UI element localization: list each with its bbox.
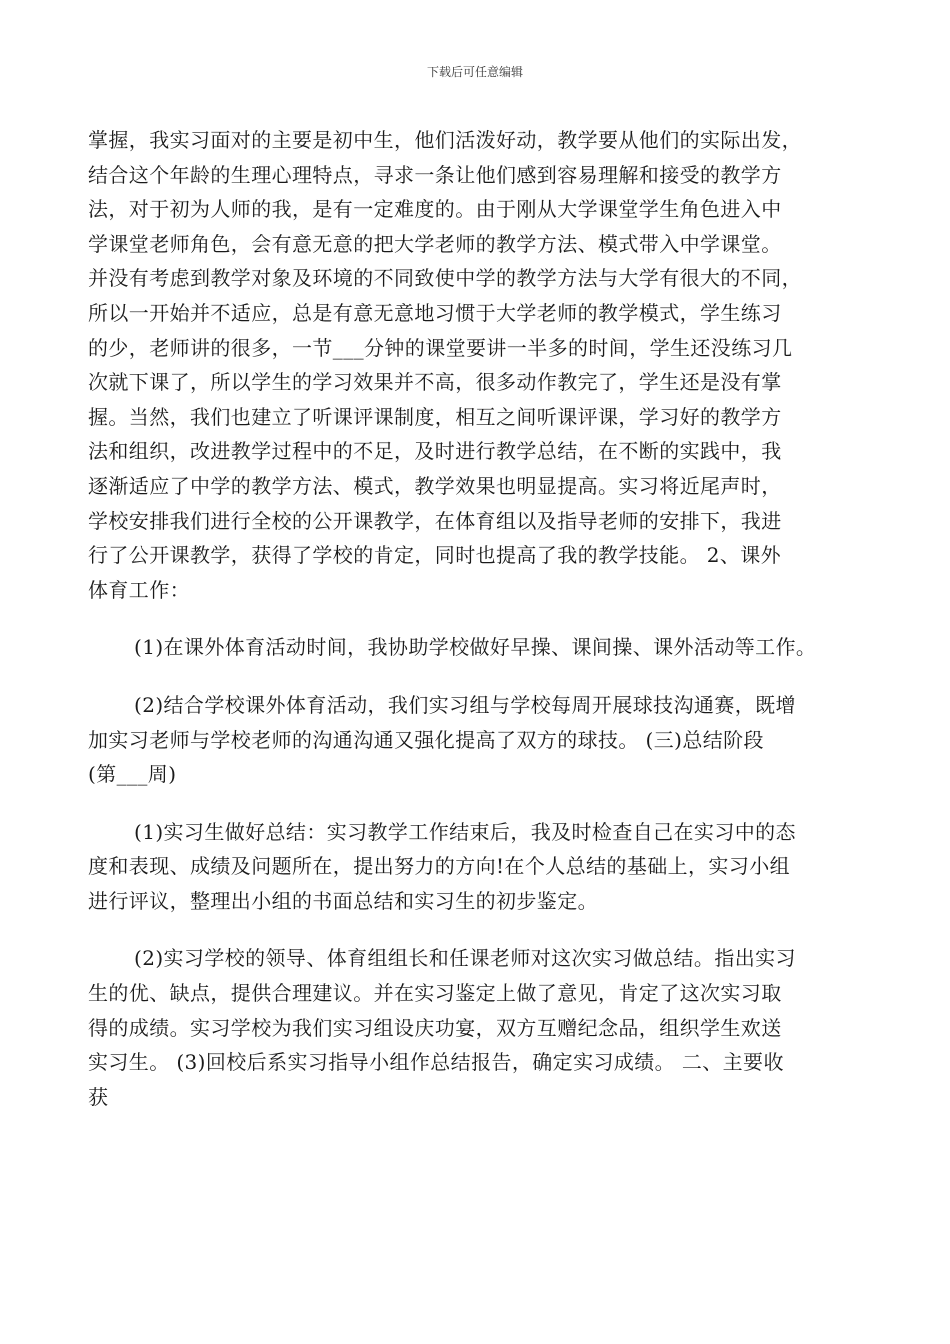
text-line: (1)在课外体育活动时间，我协助学校做好早操、课间操、课外活动等工作。 bbox=[134, 635, 817, 660]
text-line: 并没有考虑到教学对象及环境的不同致使中学的教学方法与大学有很大的不同， bbox=[88, 266, 802, 291]
text-line: 学课堂老师角色，会有意无意的把大学老师的教学方法、模式带入中学课堂。 bbox=[88, 231, 782, 256]
paragraph bbox=[88, 688, 878, 792]
paragraph bbox=[88, 941, 878, 1114]
paragraph bbox=[88, 123, 878, 607]
text-line: 生的优、缺点，提供合理建议。并在实习鉴定上做了意见，肯定了这次实习取 bbox=[88, 981, 782, 1006]
text-line: 学校安排我们进行全校的公开课教学，在体育组以及指导老师的安排下，我进 bbox=[88, 508, 782, 533]
document-body bbox=[88, 123, 878, 1114]
text-line: (1)实习生做好总结：实习教学工作结束后，我及时检查自己在实习中的态 bbox=[134, 819, 796, 844]
text-line: (第___周) bbox=[88, 762, 177, 787]
text-line: 度和表现、成绩及问题所在，提出努力的方向!在个人总结的基础上，实习小组 bbox=[88, 854, 791, 879]
text-line: 进行评议，整理出小组的书面总结和实习生的初步鉴定。 bbox=[88, 888, 598, 913]
text-line: 结合这个年龄的生理心理特点，寻求一条让他们感到容易理解和接受的教学方 bbox=[88, 162, 782, 187]
text-line: 获 bbox=[88, 1084, 109, 1109]
text-line: 加实习老师与学校老师的沟通沟通又强化提高了双方的球技。 (三)总结阶段 bbox=[88, 727, 764, 752]
text-line: 次就下课了，所以学生的学习效果并不高，很多动作教完了，学生还是没有掌 bbox=[88, 370, 782, 395]
text-line: 得的成绩。实习学校为我们实习组设庆功宴，双方互赠纪念品，组织学生欢送 bbox=[88, 1015, 782, 1040]
paragraph-gap bbox=[88, 607, 878, 630]
paragraph bbox=[88, 630, 878, 665]
text-line: 行了公开课教学，获得了学校的肯定，同时也提高了我的教学技能。 2、课外 bbox=[88, 543, 782, 568]
text-line: 法和组织，改进教学过程中的不足，及时进行教学总结，在不断的实践中，我 bbox=[88, 439, 782, 464]
text-line: 握。当然，我们也建立了听课评课制度，相互之间听课评课，学习好的教学方 bbox=[88, 404, 782, 429]
page-header: 下载后可任意编辑 bbox=[426, 65, 523, 79]
paragraph-gap bbox=[88, 918, 878, 941]
paragraph bbox=[88, 815, 878, 919]
text-line: 的少，老师讲的很多，一节___分钟的课堂要讲一半多的时间，学生还没练习几 bbox=[88, 335, 793, 360]
paragraph-gap bbox=[88, 665, 878, 688]
text-line: 实习生。 (3)回校后系实习指导小组作总结报告，确定实习成绩。 二、主要收 bbox=[88, 1050, 784, 1075]
text-line: 掌握，我实习面对的主要是初中生，他们活泼好动，教学要从他们的实际出发， bbox=[88, 128, 802, 152]
text-line: 体育工作： bbox=[88, 577, 190, 602]
text-line: (2)结合学校课外体育活动，我们实习组与学校每周开展球技沟通赛，既增 bbox=[134, 692, 796, 717]
text-line: (2)实习学校的领导、体育组组长和任课老师对这次实习做总结。指出实习 bbox=[134, 946, 796, 971]
paragraph-gap bbox=[88, 792, 878, 815]
text-line: 法，对于初为人师的我，是有一定难度的。由于刚从大学课堂学生角色进入中 bbox=[88, 197, 782, 222]
text-line: 所以一开始并不适应，总是有意无意地习惯于大学老师的教学模式，学生练习 bbox=[88, 300, 782, 325]
text-line: 逐渐适应了中学的教学方法、模式，教学效果也明显提高。实习将近尾声时， bbox=[88, 473, 782, 498]
